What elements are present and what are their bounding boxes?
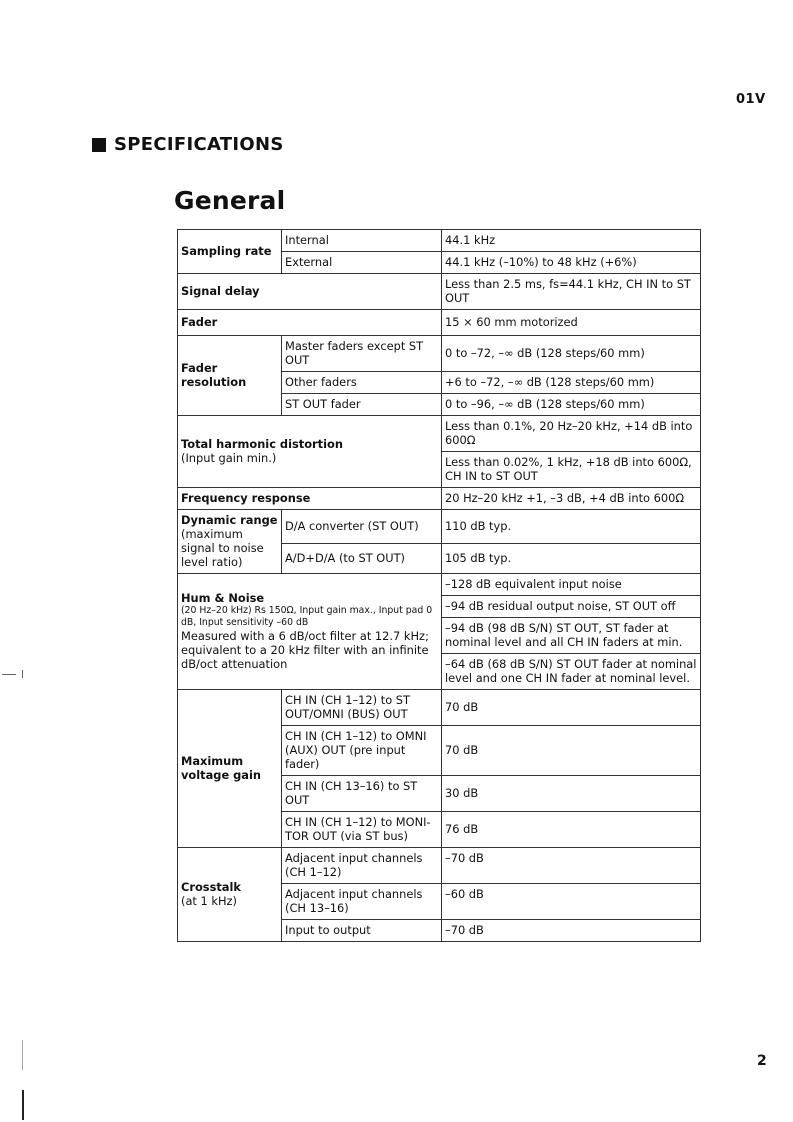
spec-sub: Adjacent input channels (CH 1–12) [282,848,442,884]
spec-sub: A/D+D/A (to ST OUT) [282,544,442,574]
spec-label-fader-resolution: Fader resolution [178,336,282,416]
spec-sub: CH IN (CH 1–12) to ST OUT/OMNI (BUS) OUT [282,690,442,726]
table-row [178,574,701,596]
scan-mark [2,674,16,675]
table-row [178,510,701,544]
spec-note-small-hum-noise: (20 Hz–20 kHz) Rs 150Ω, Input gain max., Input pad 0 dB, Input sensitivity –60 dB [181,605,433,628]
spec-value: –70 dB [442,920,701,942]
spec-value: 0 to –96, –∞ dB (128 steps/60 mm) [442,394,701,416]
spec-value: –94 dB residual output noise, ST OUT off [442,596,701,618]
spec-value: 0 to –72, –∞ dB (128 steps/60 mm) [442,336,701,372]
spec-label-thd-cell [178,416,442,488]
spec-value: 70 dB [442,690,701,726]
spec-sub: CH IN (CH 1–12) to OMNI (AUX) OUT (pre input fader) [282,726,442,776]
spec-value: –60 dB [442,884,701,920]
spec-value: 110 dB typ. [442,510,701,544]
spec-label-max-voltage-gain: Maximum voltage gain [178,690,282,848]
spec-sub: External [282,252,442,274]
spec-note-crosstalk: (at 1 kHz) [181,894,237,908]
spec-value: Less than 0.1%, 20 Hz–20 kHz, +14 dB into 600Ω [442,416,701,452]
table-row [178,230,701,252]
spec-label-frequency-response: Frequency response [178,488,442,510]
spec-label-hum-noise: Hum & Noise [181,591,265,605]
spec-value: 20 Hz–20 kHz +1, –3 dB, +4 dB into 600Ω [442,488,701,510]
square-bullet-icon [92,138,106,152]
spec-sub: Input to output [282,920,442,942]
spec-value: –64 dB (68 dB S/N) ST OUT fader at nominal level and one CH IN fader at nominal level. [442,654,701,690]
spec-value: Less than 0.02%, 1 kHz, +18 dB into 600Ω, CH IN to ST OUT [442,452,701,488]
spec-value: 105 dB typ. [442,544,701,574]
table-row [178,336,701,372]
spec-value: Less than 2.5 ms, fs=44.1 kHz, CH IN to ST OUT [442,274,701,310]
table-row [178,274,701,310]
spec-sub: Other faders [282,372,442,394]
spec-sub: CH IN (CH 1–12) to MONI-TOR OUT (via ST bus) [282,812,442,848]
spec-label-crosstalk: Crosstalk [181,880,241,894]
spec-value: –70 dB [442,848,701,884]
spec-label-hum-noise-cell [178,574,442,690]
page-number: 2 [757,1053,767,1069]
table-row [178,690,701,726]
model-name: 01V [736,92,766,107]
spec-label-thd: Total harmonic distortion [181,437,343,451]
spec-note-hum-noise: Measured with a 6 dB/oct filter at 12.7 kHz; equivalent to a 20 kHz filter with an infinite dB/oct attenuation [181,629,429,671]
table-row [178,416,701,452]
spec-table [177,229,701,942]
table-row [178,848,701,884]
scan-mark [22,670,23,678]
table-row [178,310,701,336]
page-heading: General [174,186,286,215]
spec-value: –94 dB (98 dB S/N) ST OUT, ST fader at nominal level and all CH IN faders at min. [442,618,701,654]
spec-label-fader: Fader [178,310,442,336]
spec-value: 70 dB [442,726,701,776]
spec-value: –128 dB equivalent input noise [442,574,701,596]
spec-label-signal-delay: Signal delay [178,274,442,310]
spec-sub: Adjacent input channels (CH 13–16) [282,884,442,920]
spec-sub: CH IN (CH 13–16) to ST OUT [282,776,442,812]
scan-mark [22,1090,24,1120]
section-title: SPECIFICATIONS [114,134,284,155]
table-row [178,488,701,510]
spec-sub: Internal [282,230,442,252]
spec-value: 15 × 60 mm motorized [442,310,701,336]
spec-sub: Master faders except ST OUT [282,336,442,372]
spec-value: +6 to –72, –∞ dB (128 steps/60 mm) [442,372,701,394]
spec-label-dynamic-range-cell [178,510,282,574]
spec-value: 30 dB [442,776,701,812]
spec-label-sampling-rate: Sampling rate [178,230,282,274]
spec-label-dynamic-range: Dynamic range [181,513,278,527]
spec-value: 76 dB [442,812,701,848]
spec-sub: D/A converter (ST OUT) [282,510,442,544]
spec-sub: ST OUT fader [282,394,442,416]
spec-value: 44.1 kHz (–10%) to 48 kHz (+6%) [442,252,701,274]
spec-note-thd: (Input gain min.) [181,451,277,465]
scan-mark [22,1040,23,1070]
section-header [92,134,284,155]
spec-label-crosstalk-cell [178,848,282,942]
spec-value: 44.1 kHz [442,230,701,252]
spec-note-dynamic-range: (maximum signal to noise level ratio) [181,527,264,569]
